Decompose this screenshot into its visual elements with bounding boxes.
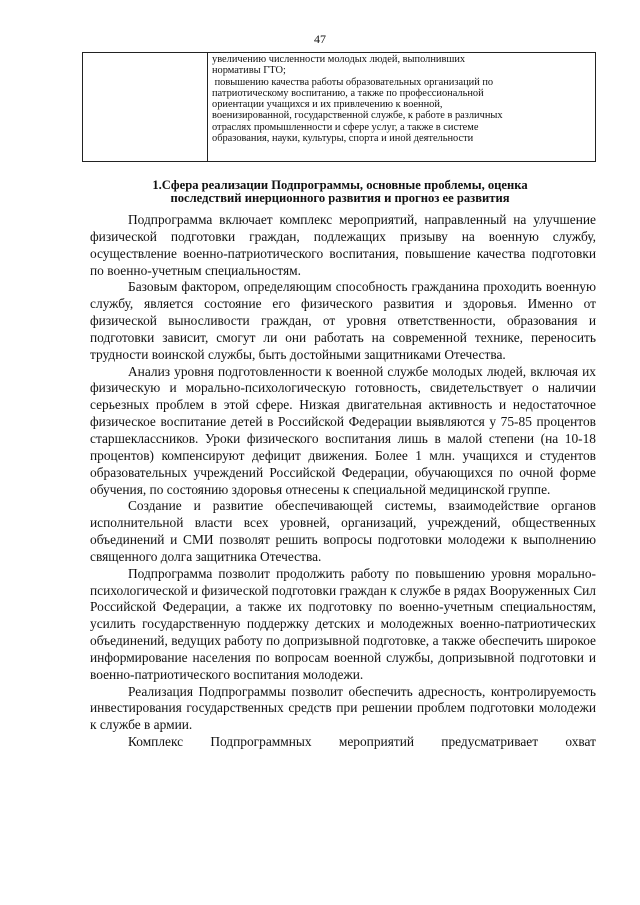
section-heading <box>90 179 590 205</box>
table-cell-text <box>208 53 596 162</box>
table-row <box>83 53 596 162</box>
paragraph: Комплекс Подпрограммных мероприятий предусматривает охват <box>128 734 596 750</box>
table-cell-line: повышению качества работы образовательных организаций по <box>212 76 494 88</box>
table-cell-empty <box>83 53 208 162</box>
table-cell-line: отраслях промышленности и сфере услуг, а также в системе <box>212 121 479 133</box>
page-number: 47 <box>314 32 326 46</box>
table-cell-line: увеличению численности молодых людей, выполнивших <box>212 54 466 65</box>
section-heading-line: последствий инерционного развития и прогноз ее развития <box>170 191 510 205</box>
paragraph: Подпрограмма включает комплекс мероприятий, направленный на улучшение физической подготовки граждан, подлежащих призыву на военную службу, осуществление военно-патриотического воспитания, повышение качества подготовки по военно-учетным специальностям. <box>90 212 596 278</box>
table-cell-line: ориентации учащихся и их привлечению к военной, <box>212 99 443 111</box>
section-heading-line: 1.Сфера реализации Подпрограммы, основные проблемы, оценка <box>152 178 528 192</box>
table-cell-line: нормативы ГТО; <box>212 65 286 77</box>
paragraph: Реализация Подпрограммы позволит обеспечить адресность, контролируемость инвестирования государственных средств при решении проблем подготовки молодежи к службе в армии. <box>90 683 596 733</box>
section-body <box>90 212 596 751</box>
paragraph: Базовым фактором, определяющим способность гражданина проходить военную службу, является состояние его физического развития и здоровья. Именно от физической выносливости граждан, от уровня ответственности, образования и подготовки зависит, смогут ли они работать на современной технике, переносить трудности воинской службы, быть достойными защитниками Отечества. <box>90 279 596 362</box>
continuation-table <box>82 52 596 162</box>
paragraph: Анализ уровня подготовленности к военной службе молодых людей, включая их физическую и морально-психологическую готовность, свидетельствует о наличии серьезных проблем в этой сфере. Низкая двигательная активность и недостаточное физическое воспитание детей в Российской Федерации выявляются у 75-85 процентов старшеклассников. Уроки физического воспитания лишь в малой степени (на 10-18 процентов) компенсируют дефицит движения. Более 1 млн. учащихся и студентов образовательных учреждений Российской Федерации, обучающихся по очной форме обучения, по состоянию здоровья отнесены к специальной медицинской группе. <box>90 363 596 497</box>
paragraph: Создание и развитие обеспечивающей системы, взаимодействие органов исполнительной власти всех уровней, организаций, учреждений, общественных объединений и СМИ позволят решить вопросы подготовки молодежи к выполнению священного долга защитника Отечества. <box>90 498 596 564</box>
paragraph: Подпрограмма позволит продолжить работу по повышению уровня морально-психологической и физической подготовки граждан к службе в рядах Вооруженных Сил Российской Федерации, а также их подготовку по военно-учетным специальностям, усилить государственную поддержку детских и молодежных военно-патриотических объединений, ведущих работу по допризывной подготовке, а также обеспечить широкое информирование населения по вопросам военной службы, допризывной подготовки и военно-патриотического воспитания молодежи. <box>90 565 596 682</box>
table-cell-line: патриотическому воспитанию, а также по профессиональной <box>212 87 484 99</box>
table-cell-line: военизированной, государственной службе, к работе в различных <box>212 110 503 122</box>
table-cell-line: образования, науки, культуры, спорта и иной деятельности <box>212 133 474 145</box>
